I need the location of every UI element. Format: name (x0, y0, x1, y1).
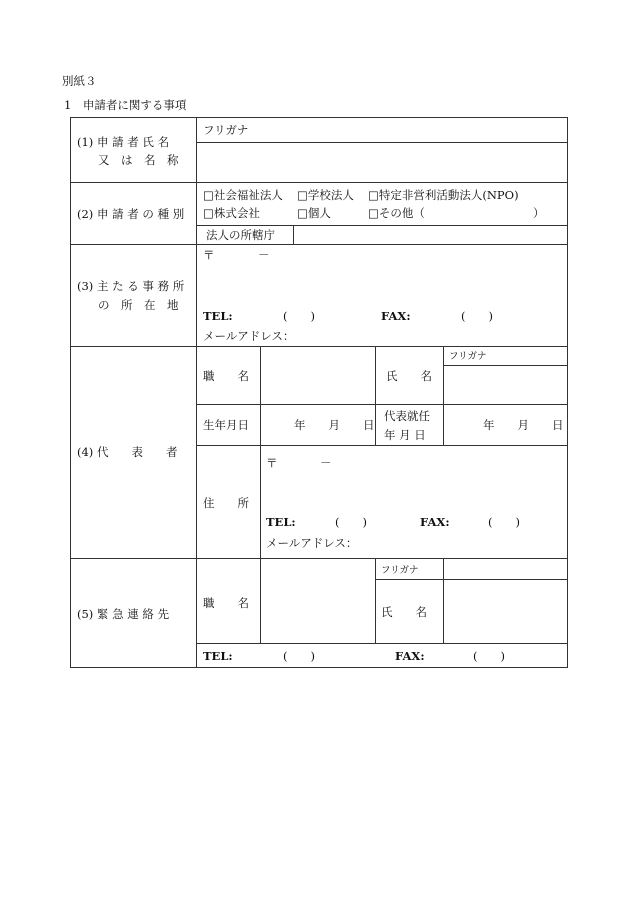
emergency-fax-label: FAX: (395, 649, 425, 663)
emergency-tel-label: TEL: (203, 649, 233, 663)
rep-appointment-label-line2: 年 月 日 (384, 428, 426, 442)
section-title: 1 申請者に関する事項 (64, 98, 187, 112)
office-postal-mark: 〒 (203, 248, 215, 262)
jurisdiction-field[interactable] (295, 227, 566, 243)
office-tel-label: TEL: (203, 309, 233, 323)
main-office-label-line2: の 所 在 地 (98, 298, 179, 312)
emergency-tel-field[interactable]: ( ) (283, 649, 315, 663)
rep-appointment-field[interactable]: 年 月 日 (483, 418, 564, 432)
emergency-name-label: 氏 名 (381, 605, 427, 619)
applicant-name-field[interactable] (198, 144, 566, 180)
applicant-name-label: (1) 申 請 者 氏 名 (77, 135, 170, 149)
applicant-furigana-label: フリガナ (203, 123, 249, 137)
rep-postal-dash: － (320, 456, 332, 470)
emergency-furigana-field[interactable] (445, 560, 566, 577)
emergency-position-label: 職 名 (203, 596, 249, 610)
attachment-number: 別紙３ (62, 74, 97, 88)
rep-name-label: 氏 名 (386, 369, 432, 383)
rep-address-label: 住 所 (203, 496, 249, 510)
office-tel-field[interactable]: ( ) (283, 309, 315, 323)
label-column-divider (196, 117, 197, 668)
emergency-name-field[interactable] (445, 581, 566, 641)
representative-label: (4) 代 表 者 (77, 445, 178, 459)
rep-furigana-label: フリガナ (449, 351, 487, 362)
rep-tel-field[interactable]: ( ) (335, 515, 367, 529)
emergency-contact-label: (5) 緊 急 連 絡 先 (77, 607, 170, 621)
office-fax-label: FAX: (381, 309, 411, 323)
option-school-corp[interactable]: □学校法人 (297, 188, 354, 202)
rep-name-field[interactable] (445, 367, 566, 402)
option-individual[interactable]: □個人 (297, 206, 331, 220)
emergency-furigana-label: フリガナ (381, 565, 419, 576)
rep-dob-field[interactable]: 年 月 日 (294, 418, 375, 432)
office-email-label: メールアドレス： (203, 329, 295, 343)
rep-position-field[interactable] (262, 348, 373, 402)
option-npo[interactable]: □特定非営利活動法人(NPO) (368, 188, 519, 202)
emergency-position-field[interactable] (262, 560, 373, 641)
rep-appointment-label: 代表就任 (384, 409, 430, 423)
jurisdiction-label: 法人の所轄庁 (206, 228, 275, 242)
main-office-label: (3) 主 た る 事 務 所 (77, 279, 185, 293)
emergency-fax-field[interactable]: ( ) (473, 649, 505, 663)
applicant-type-label: (2) 申 請 者 の 種 別 (77, 207, 185, 221)
option-stock-company[interactable]: □株式会社 (203, 206, 260, 220)
office-postal-dash: － (258, 248, 270, 262)
office-fax-field[interactable]: ( ) (461, 309, 493, 323)
rep-email-label: メールアドレス： (266, 536, 358, 550)
rep-fax-field[interactable]: ( ) (488, 515, 520, 529)
rep-position-label: 職 名 (203, 369, 249, 383)
applicant-name-label-line2: 又 は 名 称 (98, 153, 179, 167)
option-other[interactable]: □その他（ (368, 206, 425, 220)
option-social-welfare-corp[interactable]: □社会福祉法人 (203, 188, 283, 202)
option-other-close-paren: ） (533, 206, 545, 220)
rep-postal-mark: 〒 (266, 456, 278, 470)
rep-dob-label: 生年月日 (203, 418, 249, 432)
rep-fax-label: FAX: (420, 515, 450, 529)
rep-tel-label: TEL: (266, 515, 296, 529)
